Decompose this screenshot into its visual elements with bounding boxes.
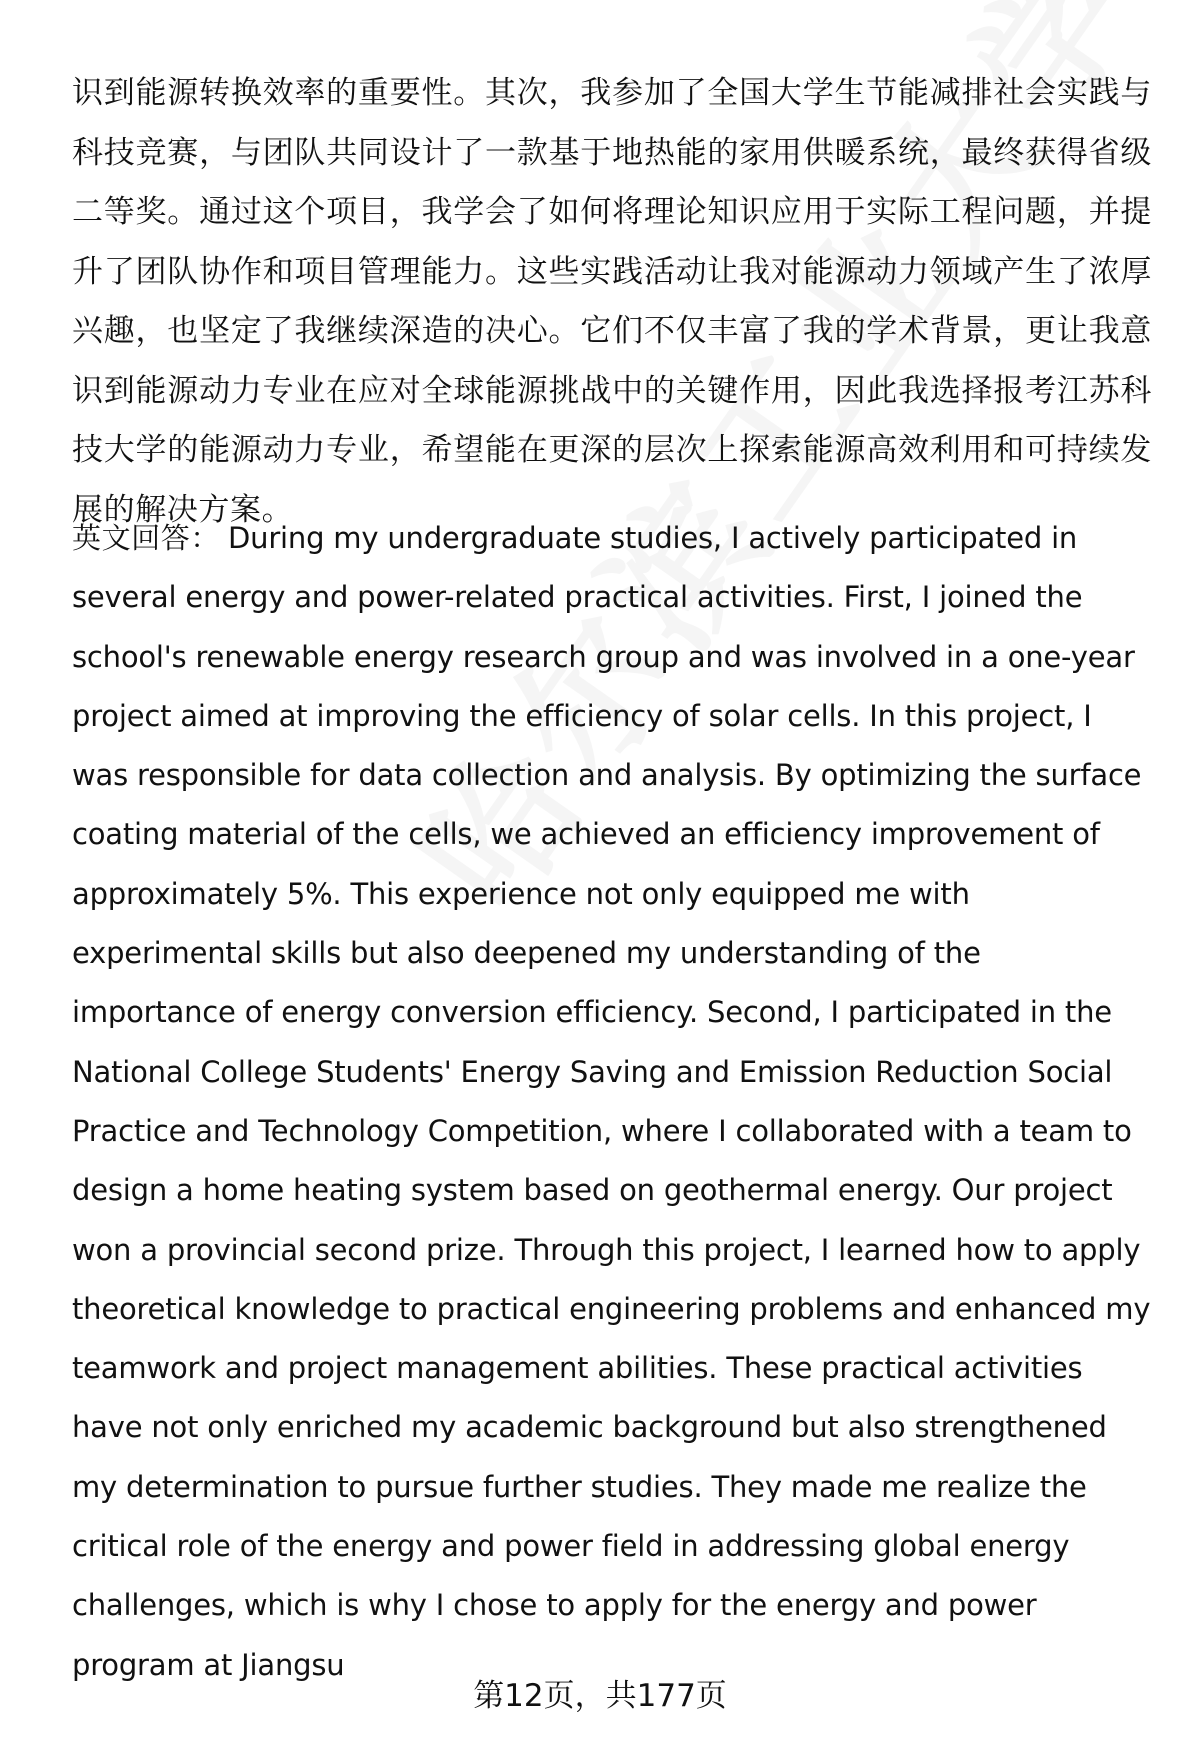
english-answer-text: During my undergraduate studies, I actively participated in several energy and power-related practical activities. First, I joined the school's renewable energy research group and was involved in a one-year project aimed at improving the efficiency of solar cells. In this project, I was responsible for data collection and analysis. By optimizing the surface coating material of the cells, we achieved an efficiency improvement of approximately 5%. This experience not only equipped me with experimental skills but also deepened my understanding of the importance of energy conversion efficiency. Second, I participated in the National College Students' Energy Saving and Emission Reduction Social Practice and Technology Competition, where I collaborated with a team to design a home heating system based on geothermal energy. Our project won a provincial second prize. Through this project, I learned how to apply theoretical knowledge to practical engineering problems and enhanced my teamwork and project management abilities. These practical activities have not only enriched my academic background but also strengthened my determination to pursue further studies. They made me realize the critical role of the energy and power field in addressing global energy challenges, which is why I chose to apply for the energy and power program at Jiangsu	[72, 521, 1151, 1682]
chinese-answer-paragraph: 识到能源转换效率的重要性。其次，我参加了全国大学生节能减排社会实践与科技竞赛，与团队共同设计了一款基于地热能的家用供暖系统，最终获得省级二等奖。通过这个项目，我学会了如何将理论知识应用于实际工程问题，并提升了团队协作和项目管理能力。这些实践活动让我对能源动力领域产生了浓厚兴趣，也坚定了我继续深造的决心。它们不仅丰富了我的学术背景，更让我意识到能源动力专业在应对全球能源挑战中的关键作用，因此我选择报考江苏科技大学的能源动力专业，希望能在更深的层次上探索能源高效利用和可持续发展的解决方案。	[72, 75, 1152, 528]
page-number-footer: 第12页，共177页	[473, 1678, 727, 1714]
english-answer-label: 英文回答：	[72, 521, 221, 555]
english-answer-paragraph	[72, 509, 1152, 1695]
